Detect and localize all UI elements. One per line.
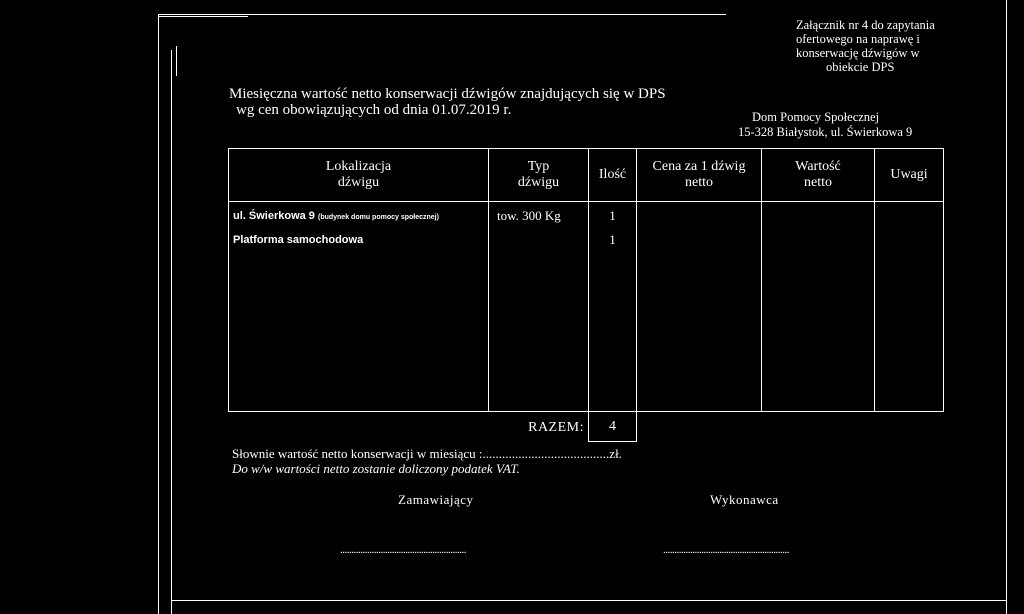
header-type-line: Typ (527, 159, 550, 174)
facility-address (738, 110, 912, 140)
quantity-cell (589, 202, 637, 412)
value-cell (762, 202, 875, 412)
row-quantity: 1 (609, 208, 616, 223)
contractor-signature-line: ........................................................ (663, 544, 789, 556)
total-label-cell (229, 412, 589, 442)
row-location-platform: Platforma samochodowa (233, 234, 364, 246)
header-value-line: netto (804, 175, 832, 190)
left-border-line (158, 14, 159, 614)
vat-note: Do w/w wartości netto zostanie doliczony podatek VAT. (232, 461, 520, 476)
attachment-line: ofertowego na naprawę i (796, 32, 920, 46)
header-type-line: dźwigu (517, 175, 560, 190)
header-remarks: Uwagi (875, 149, 944, 202)
header-quantity: Ilość (589, 149, 637, 202)
price-cell (637, 202, 762, 412)
facility-street: 15-328 Białystok, ul. Świerkowa 9 (738, 125, 913, 139)
left-border-line-short (176, 46, 177, 76)
table-header-row (229, 149, 944, 202)
type-cell (489, 202, 589, 412)
row-location-note: (budynek domu pomocy społecznej) (317, 214, 439, 221)
remarks-cell (875, 202, 944, 412)
header-value-line: Wartość (795, 159, 841, 174)
total-row (229, 412, 944, 442)
top-border-line-left (158, 16, 248, 17)
header-location-line: Lokalizacja (325, 159, 392, 174)
attachment-line: konserwację dźwigów w (796, 46, 920, 60)
table-body-row (229, 202, 944, 412)
header-value (762, 149, 875, 202)
contractor-label: Wykonawca (710, 492, 779, 507)
header-location (229, 149, 489, 202)
row-location: ul. Świerkowa 9 (233, 210, 315, 222)
header-price-line: Cena za 1 dźwig (652, 159, 746, 174)
bottom-border-line (171, 600, 1006, 601)
total-label: RAZEM: (528, 419, 584, 435)
attachment-line: obiekcie DPS (826, 60, 895, 74)
orderer-signature-line: ........................................................ (340, 544, 466, 556)
orderer-label: Zamawiający (398, 492, 474, 507)
header-price (637, 149, 762, 202)
header-type (489, 149, 589, 202)
left-border-line-inner (171, 50, 172, 614)
total-empty-cell (637, 412, 944, 442)
attachment-line: Załącznik nr 4 do zapytania (796, 18, 935, 32)
location-cell (229, 202, 489, 412)
document-title: Miesięczna wartość netto konserwacji dźwigów znajdujących się w DPS (229, 86, 666, 102)
header-location-line: dźwigu (337, 175, 380, 190)
elevator-table (228, 148, 944, 442)
right-border-line (1006, 0, 1007, 614)
row-quantity: 1 (609, 232, 616, 247)
table-row (229, 204, 488, 228)
amount-in-words-line: Słownie wartość netto konserwacji w miesiącu :.......................................zł. (232, 446, 622, 461)
total-value: 4 (589, 412, 637, 442)
top-border-line (158, 14, 726, 15)
row-type: tow. 300 Kg (497, 208, 561, 223)
header-price-line: netto (685, 175, 713, 190)
document-subtitle: wg cen obowiązujących od dnia 01.07.2019 r. (236, 102, 512, 118)
attachment-note (796, 18, 1016, 74)
facility-name: Dom Pomocy Społecznej (752, 110, 880, 124)
